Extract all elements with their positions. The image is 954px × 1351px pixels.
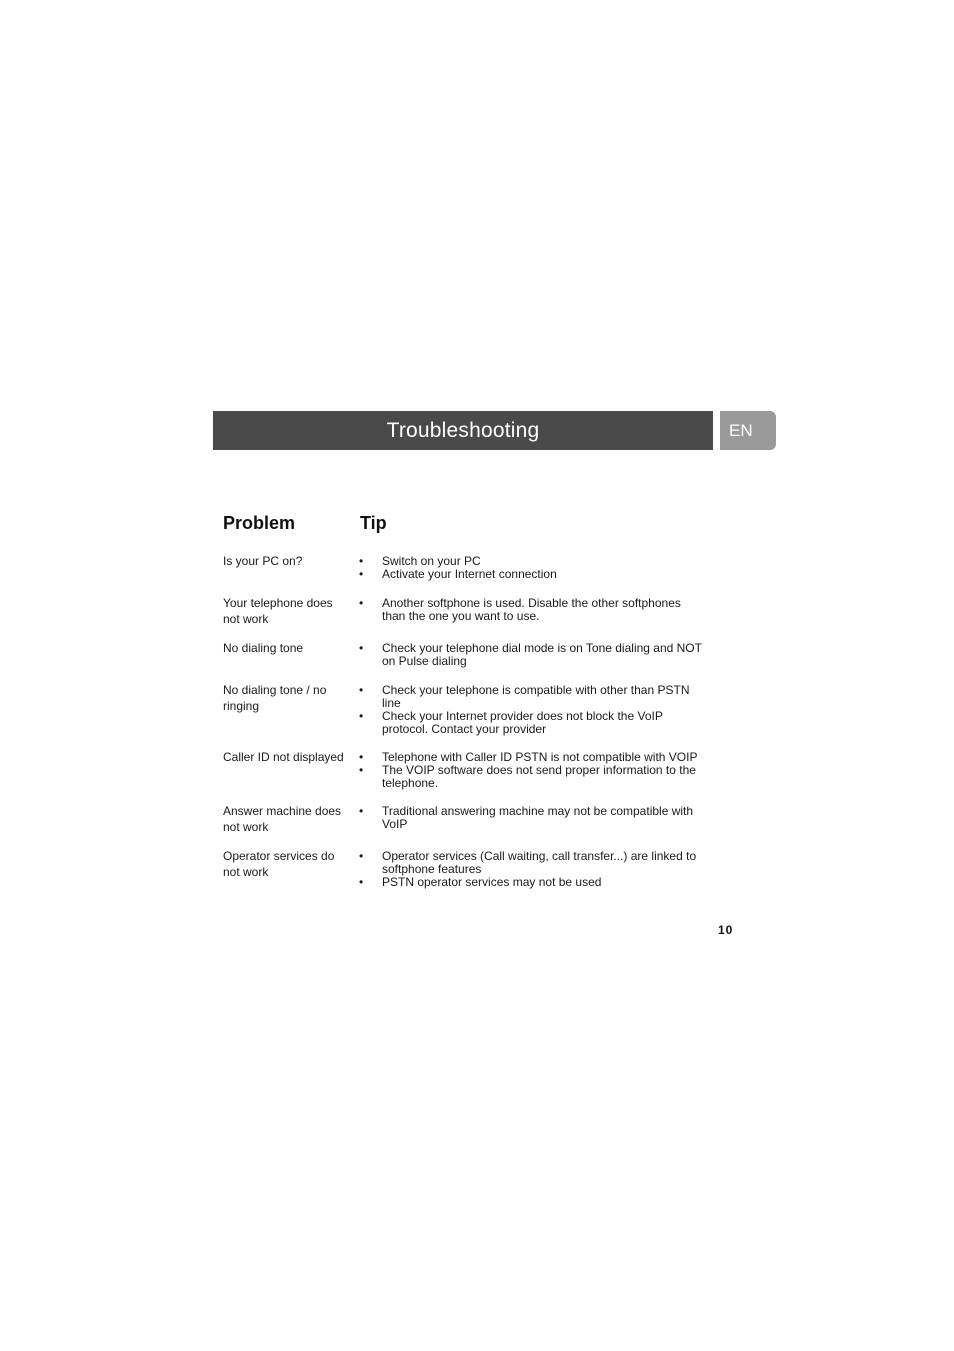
problem-text: Your telephone does not work [223, 596, 333, 626]
tip-text: PSTN operator services may not be used [382, 875, 602, 889]
language-tab [720, 411, 776, 450]
tip-list [359, 684, 704, 736]
language-label: EN [729, 420, 753, 440]
tip-text: Another softphone is used. Disable the other softphones than the one you want to use. [382, 596, 681, 623]
bullet-icon: • [359, 683, 364, 697]
tip-text: Check your Internet provider does not block the VoIP protocol. Contact your provider [382, 709, 663, 736]
tip-text: Telephone with Caller ID PSTN is not compatible with VOIP [382, 750, 698, 764]
section-title-bar [213, 411, 713, 450]
problem-text: Answer machine does not work [223, 804, 342, 834]
tip-item [359, 684, 704, 710]
problem-text: No dialing tone [223, 641, 304, 655]
tip-text: The VOIP software does not send proper information to the telephone. [382, 763, 696, 790]
bullet-icon: • [359, 596, 364, 610]
bullet-icon: • [359, 849, 364, 863]
tip-list [359, 805, 704, 831]
problem-text: No dialing tone / no ringing [223, 683, 327, 713]
tip-column-header: Tip [360, 513, 387, 533]
tip-item [359, 597, 704, 623]
tip-item [359, 710, 704, 736]
tip-text: Switch on your PC [382, 554, 481, 568]
bullet-icon: • [359, 641, 364, 655]
bullet-icon: • [359, 804, 364, 818]
tip-item [359, 805, 704, 831]
problem-text: Is your PC on? [223, 554, 303, 568]
tip-text: Check your telephone is compatible with other than PSTN line [382, 683, 690, 710]
tip-list [359, 751, 704, 790]
bullet-icon: • [359, 750, 364, 764]
bullet-icon: • [359, 763, 364, 777]
tip-text: Activate your Internet connection [382, 567, 557, 581]
problem-text: Operator services do not work [223, 849, 335, 879]
tip-item [359, 642, 704, 668]
bullet-icon: • [359, 554, 364, 568]
problem-column-header: Problem [223, 513, 296, 533]
tip-list [359, 642, 704, 668]
page-number: 10 [718, 923, 734, 937]
tip-list [359, 555, 704, 581]
tip-text: Traditional answering machine may not be compatible with VoIP [382, 804, 694, 831]
problem-text: Caller ID not displayed [223, 750, 344, 764]
bullet-icon: • [359, 567, 364, 581]
tip-list [359, 597, 704, 623]
tip-item [359, 568, 704, 581]
tip-list [359, 850, 704, 889]
tip-item [359, 764, 704, 790]
tip-item [359, 850, 704, 876]
tip-text: Operator services (Call waiting, call transfer...) are linked to softphone features [382, 849, 697, 876]
tip-text: Check your telephone dial mode is on Tone dialing and NOT on Pulse dialing [382, 641, 702, 668]
tip-item [359, 876, 704, 889]
page-title: Troubleshooting [386, 418, 540, 442]
bullet-icon: • [359, 709, 364, 723]
bullet-icon: • [359, 875, 364, 889]
